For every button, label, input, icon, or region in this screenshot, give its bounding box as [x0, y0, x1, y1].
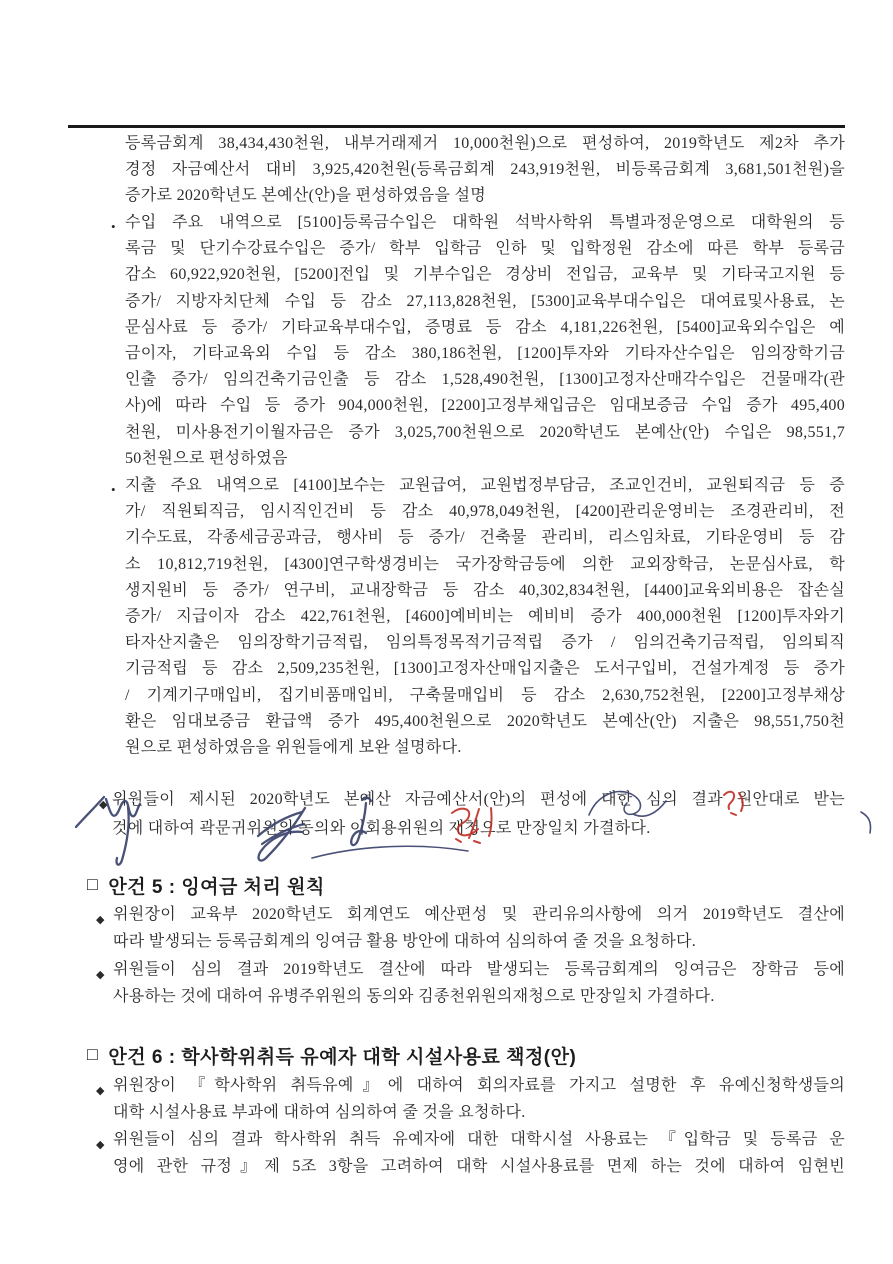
agenda-5-resolution-bullet: [96, 956, 845, 1011]
top-horizontal-rule: [68, 125, 845, 128]
text-line: 위원들이 심의 결과 2019학년도 결산에 따라 발생되는 등록금회계의 잉여금은 장학금 등에: [113, 961, 845, 978]
resolution-paragraph: [99, 786, 845, 843]
text-line: 타자산지출은 임의장학기금적립, 임의특정목적기금적립 증가 / 임의건축기금적립, 임의퇴직: [125, 634, 845, 652]
diamond-bullet-icon: ◆: [99, 799, 108, 811]
text-line: 생지원비 등 증가/ 연구비, 교내장학금 등 감소 40,302,834천원, [4400]교육외비용은 잡손실: [125, 581, 845, 599]
text-line: 감소 60,922,920천원, [5200]전입 및 기부수입은 경상비 전입금, 교육부 및 기타국고지원 등: [125, 266, 845, 284]
bullet-dot-icon: •: [111, 482, 116, 497]
text-line: 증가/ 지방자치단체 수입 등 감소 27,113,828천원, [5300]교육부대수입은 대여료및사용료, 논: [125, 292, 845, 310]
agenda-5-chair-request-bullet: [96, 901, 845, 956]
diamond-bullet-icon: ◆: [96, 969, 105, 981]
expense-summary-bullet: [111, 473, 845, 761]
text-line: 소 10,812,719천원, [4300]연구학생경비는 국가장학금등에 의한 교외장학금, 논문심사료, 학: [125, 555, 845, 573]
text-line: 기수도료, 각종세금공과금, 행사비 등 증가/ 건축물 관리비, 리스임차료, 기타운영비 등 감: [125, 529, 845, 547]
agenda-6-resolution-bullet: [96, 1126, 845, 1181]
margin-pen-stroke: [861, 812, 871, 833]
text-line: 증가로 2020학년도 본예산(안)을 편성하였음을 설명: [125, 187, 487, 205]
text-line: 따라 발생되는 등록금회계의 잉여금 활용 방안에 대하여 심의하여 줄 것을 요청하다.: [113, 933, 697, 951]
text-line: 위원들이 제시된 2020학년도 본예산 자금예산서(안)의 편성에 대한 심의 결과 원안대로 받는: [112, 791, 845, 808]
text-line: 증가/ 지급이자 감소 422,761천원, [4600]예비비는 예비비 증가 400,000천원 [1200]투자와기: [125, 608, 845, 626]
text-line: 사용하는 것에 대하여 유병주위원의 동의와 김종천위원의재청으로 만장일치 가결하다.: [113, 988, 715, 1006]
text-line: 문심사료 등 증가/ 기타교육부대수입, 증명료 등 감소 4,181,226천원, [5400]교육외수입은 예: [125, 318, 845, 336]
handwriting-underline-curve: [312, 846, 468, 858]
text-line: 수입 주요 내역으로 [5100]등록금수입은 대학원 석박사학위 특별과정운영으로 대학원의 등: [125, 214, 845, 231]
text-line: 영에 관한 규정』제 5조 3항을 고려하여 대학 시설사용료를 면제 하는 것에 대하여 임현빈: [113, 1158, 845, 1176]
diamond-bullet-icon: ◆: [96, 914, 105, 926]
agenda-6-heading: [87, 1042, 576, 1069]
intro-paragraph: [125, 131, 845, 210]
text-line: 경정 자금예산서 대비 3,925,420천원(등록금회계 243,919천원, 비등록금회계 3,681,501천원)을: [125, 161, 845, 179]
diamond-bullet-icon: ◆: [96, 1085, 105, 1097]
bullet-dot-icon: •: [111, 219, 116, 234]
agenda-5-heading: [87, 872, 325, 899]
square-bullet-icon: □: [87, 1044, 99, 1064]
text-line: 등록금회계 38,434,430천원, 내부거래제거 10,000천원)으로 편성하여, 2019학년도 제2차 추가: [125, 135, 845, 152]
text-line: 가/ 직원퇴직금, 임시직인건비 등 감소 40,978,049천원, [4200]관리운영비는 조경관리비, 전: [125, 503, 845, 521]
diamond-bullet-icon: ◆: [96, 1139, 105, 1151]
text-line: 위원들이 심의 결과 학사학위 취득 유예자에 대한 대학시설 사용료는 『입학금 및 등록금 운: [113, 1131, 845, 1148]
text-line: 지출 주요 내역으로 [4100]보수는 교원급여, 교원법정부담금, 조교인건비, 교원퇴직금 등 증: [125, 477, 845, 494]
agenda-6-chair-request-bullet: [96, 1072, 845, 1127]
text-line: 것에 대하여 곽문귀위원의 동의와 이회용위원의 재청으로 만장일치 가결하다.: [112, 819, 651, 837]
square-bullet-icon: □: [87, 874, 99, 894]
text-line: 인출 증가/ 임의건축기금인출 등 감소 1,528,490천원, [1300]고정자산매각수입은 건물매각(관: [125, 371, 845, 389]
text-line: 천원, 미사용전기이월자금은 증가 3,025,700천원으로 2020학년도 본예산(안) 수입은 98,551,7: [125, 423, 845, 441]
text-line: 위원장이 『학사학위 취득유예』에 대하여 회의자료를 가지고 설명한 후 유예신청학생들의: [113, 1077, 845, 1094]
text-line: 금이자, 기타교육외 수입 등 감소 380,186천원, [1200]투자와 기타자산수입은 임의장학기금: [125, 345, 845, 363]
text-line: 환은 임대보증금 환급액 증가 495,400천원으로 2020학년도 본예산(안) 지출은 98,551,750천: [125, 712, 845, 730]
text-line: 위원장이 교육부 2020학년도 회계연도 예산편성 및 관리유의사항에 의거 2019학년도 결산에: [113, 906, 845, 923]
agenda-5-title: 안건 5 : 잉여금 처리 원칙: [108, 877, 325, 898]
text-line: 50천원으로 편성하였음: [125, 449, 288, 467]
text-line: 록금 및 단기수강료수입은 증가/ 학부 입학금 인하 및 입학정원 감소에 따른 학부 등록금: [125, 240, 845, 258]
text-line: 원으로 편성하였음을 위원들에게 보완 설명하다.: [125, 739, 462, 757]
agenda-6-title: 안건 6 : 학사학위취득 유예자 대학 시설사용료 책정(안): [108, 1047, 577, 1068]
text-line: 대학 시설사용료 부과에 대하여 심의하여 줄 것을 요청하다.: [113, 1104, 526, 1122]
text-line: / 기계기구매입비, 집기비품매입비, 구축물매입비 등 감소 2,630,752천원, [2200]고정부채상: [125, 686, 845, 704]
text-line: 사)에 따라 수입 등 증가 904,000천원, [2200]고정부채입금은 임대보증금 수입 증가 495,400: [125, 397, 845, 415]
income-summary-bullet: [111, 210, 845, 472]
text-line: 기금적립 등 감소 2,509,235천원, [1300]고정자산매입지출은 도서구입비, 건설가계정 등 증가: [125, 660, 845, 678]
